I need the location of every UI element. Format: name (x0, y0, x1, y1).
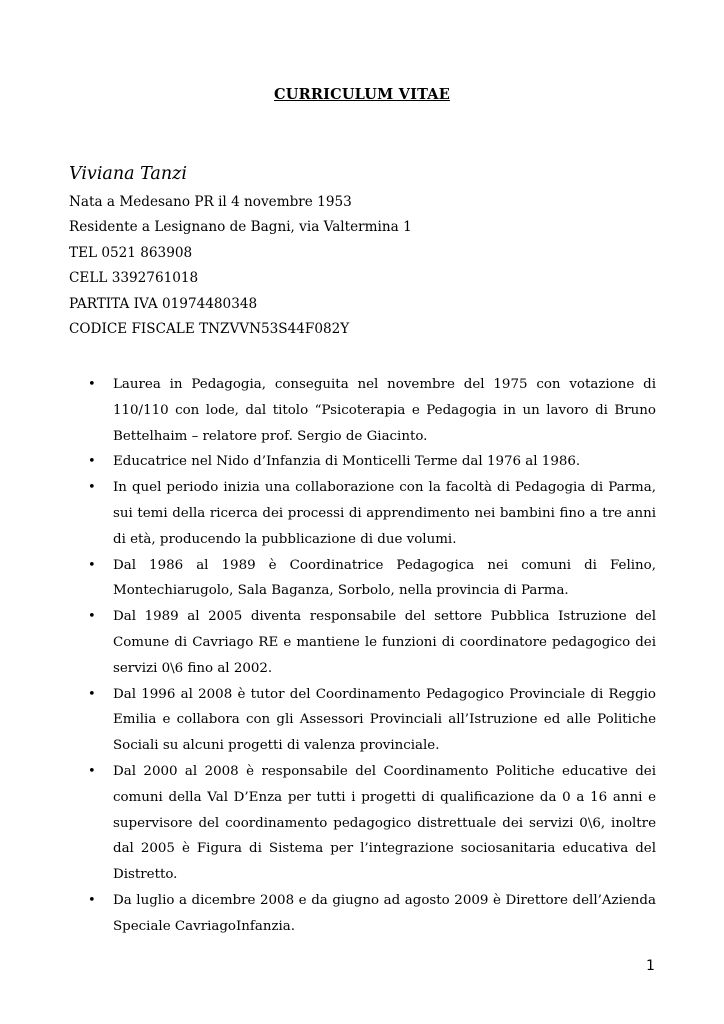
list-item-text: Dal 2000 al 2008 è responsabile del Coordinamento Politiche educative dei comuni della Val D’Enza per tutti i progetti di qualificazione da 0 a 16 anni e supervisore del coordinamento pedagogico distrettuale dei servizi 0\6, inoltre dal 2005 è Figura di Sistema per l’integrazione sociosanitaria educativa del Distretto. (113, 763, 656, 883)
list-item-text: Educatrice nel Nido d’Infanzia di Monticelli Terme dal 1976 al 1986. (113, 454, 581, 470)
page-number: 1 (646, 958, 655, 974)
info-mobile: CELL 3392761018 (69, 270, 199, 287)
list-item (88, 888, 656, 940)
list-item-text: Dal 1989 al 2005 diventa responsabile del settore Pubblica Istruzione del Comune di Cavriago RE e mantiene le funzioni di coordinatore pedagogico dei servizi 0\6 fino al 2002. (113, 609, 656, 676)
info-phone: TEL 0521 863908 (69, 244, 193, 261)
info-vat: PARTITA IVA 01974480348 (69, 295, 258, 312)
bullet-icon: • (88, 454, 96, 470)
list-item (88, 604, 656, 681)
bullet-icon: • (88, 377, 96, 392)
info-residence: Residente a Lesignano de Bagni, via Valtermina 1 (69, 219, 412, 236)
list-item (88, 449, 656, 475)
list-item (88, 553, 656, 605)
list-item-text: Laurea in Pedagogia, conseguita nel novembre del 1975 con votazione di 110/110 con lode, dal titolo “Psicoterapia e Pedagogia in un lavoro di Bruno Bettelhaim – relatore prof. Sergio de Giacinto. (113, 377, 656, 444)
document-title: CURRICULUM VITAE (274, 86, 450, 103)
bullet-icon: • (88, 609, 96, 625)
list-item (88, 759, 656, 888)
bullet-icon: • (88, 686, 96, 702)
personal-info-list (69, 192, 412, 344)
bullet-icon: • (88, 557, 96, 573)
bullet-icon: • (88, 892, 96, 908)
career-list (88, 372, 656, 940)
bullet-icon: • (88, 480, 96, 496)
list-item (88, 372, 656, 449)
list-item-text: In quel periodo inizia una collaborazione con la facoltà di Pedagogia di Parma, sui temi della ricerca dei processi di apprendimento nei bambini fino a tre anni di età, producendo la pubblicazione di due volumi. (113, 480, 656, 547)
person-name: Viviana Tanzi (69, 164, 187, 184)
info-birth: Nata a Medesano PR il 4 novembre 1953 (69, 194, 352, 210)
info-tax-code: CODICE FISCALE TNZVVN53S44F082Y (69, 320, 350, 337)
bullet-icon: • (88, 763, 96, 779)
list-item (88, 682, 656, 759)
list-item (88, 475, 656, 552)
list-item-text: Dal 1996 al 2008 è tutor del Coordinamento Pedagogico Provinciale di Reggio Emilia e collabora con gli Assessori Provinciali all’Istruzione ed alle Politiche Sociali su alcuni progetti di valenza provinciale. (113, 686, 656, 754)
list-item-text: Da luglio a dicembre 2008 e da giugno ad agosto 2009 è Direttore dell’Azienda Speciale CavriagoInfanzia. (113, 892, 656, 934)
list-item-text: Dal 1986 al 1989 è Coordinatrice Pedagogica nei comuni di Felino, Montechiarugolo, Sala Baganza, Sorbolo, nella provincia di Parma. (113, 557, 656, 599)
